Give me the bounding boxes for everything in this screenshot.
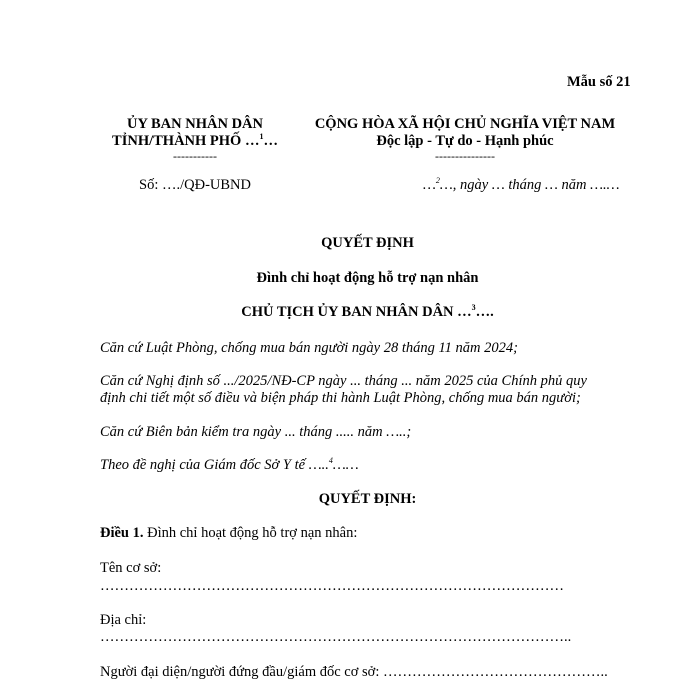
decision-subtitle: Đình chỉ hoạt động hỗ trợ nạn nhân xyxy=(256,270,479,286)
basis-decree-line1: Căn cứ Nghị định số .../2025/NĐ-CP ngày ... tháng ... năm 2025 của Chính phủ quy xyxy=(100,373,587,389)
document-number: Số: …./QĐ-UBND xyxy=(139,177,251,193)
facility-name-label: Tên cơ sở: xyxy=(100,560,162,576)
basis-law: Căn cứ Luật Phòng, chống mua bán người ngày 28 tháng 11 năm 2024; xyxy=(100,340,518,356)
basis-decree-line2: định chi tiết một số điều và biện pháp thi hành Luật Phòng, chống mua bán người; xyxy=(100,390,581,406)
representative-field[interactable]: Người đại diện/người đứng đầu/giám đốc cơ sở: ……………………………………….. xyxy=(100,664,608,680)
form-number: Mẫu số 21 xyxy=(567,74,631,90)
right-divider: --------------- xyxy=(435,149,495,163)
issuing-authority: CHỦ TỊCH ỦY BAN NHÂN DÂN …$^3$…. xyxy=(241,303,494,320)
article-1-text: Đình chỉ hoạt động hỗ trợ nạn nhân: xyxy=(143,525,358,541)
decision-title: QUYẾT ĐỊNH xyxy=(321,235,414,251)
country-name: CỘNG HÒA XÃ HỘI CHỦ NGHĨA VIỆT NAM xyxy=(314,116,616,132)
left-divider: ----------- xyxy=(173,149,217,163)
place-date: …$^2$…, ngày … tháng … năm ….… xyxy=(423,176,620,193)
authority-name: ỦY BAN NHÂN DÂN xyxy=(126,116,263,132)
facility-name-field[interactable]: …………………………………………………………………………………… xyxy=(100,578,564,594)
basis-inspection: Căn cứ Biên bản kiểm tra ngày ... tháng ..... năm …..; xyxy=(100,424,412,440)
motto: Độc lập - Tự do - Hạnh phúc xyxy=(376,133,554,149)
article-1 xyxy=(100,525,357,542)
basis-proposal: Theo đề nghị của Giám đốc Sở Y tế …..$^4$…… xyxy=(100,456,359,473)
address-field[interactable]: …………………………………………………………………………………….. xyxy=(100,629,572,645)
address-label: Địa chỉ: xyxy=(100,612,147,628)
article-1-label: Điều 1. xyxy=(100,525,144,541)
province-name: TỈNH/THÀNH PHỐ …$^1$… xyxy=(112,132,278,149)
decision-heading: QUYẾT ĐỊNH: xyxy=(318,491,417,507)
